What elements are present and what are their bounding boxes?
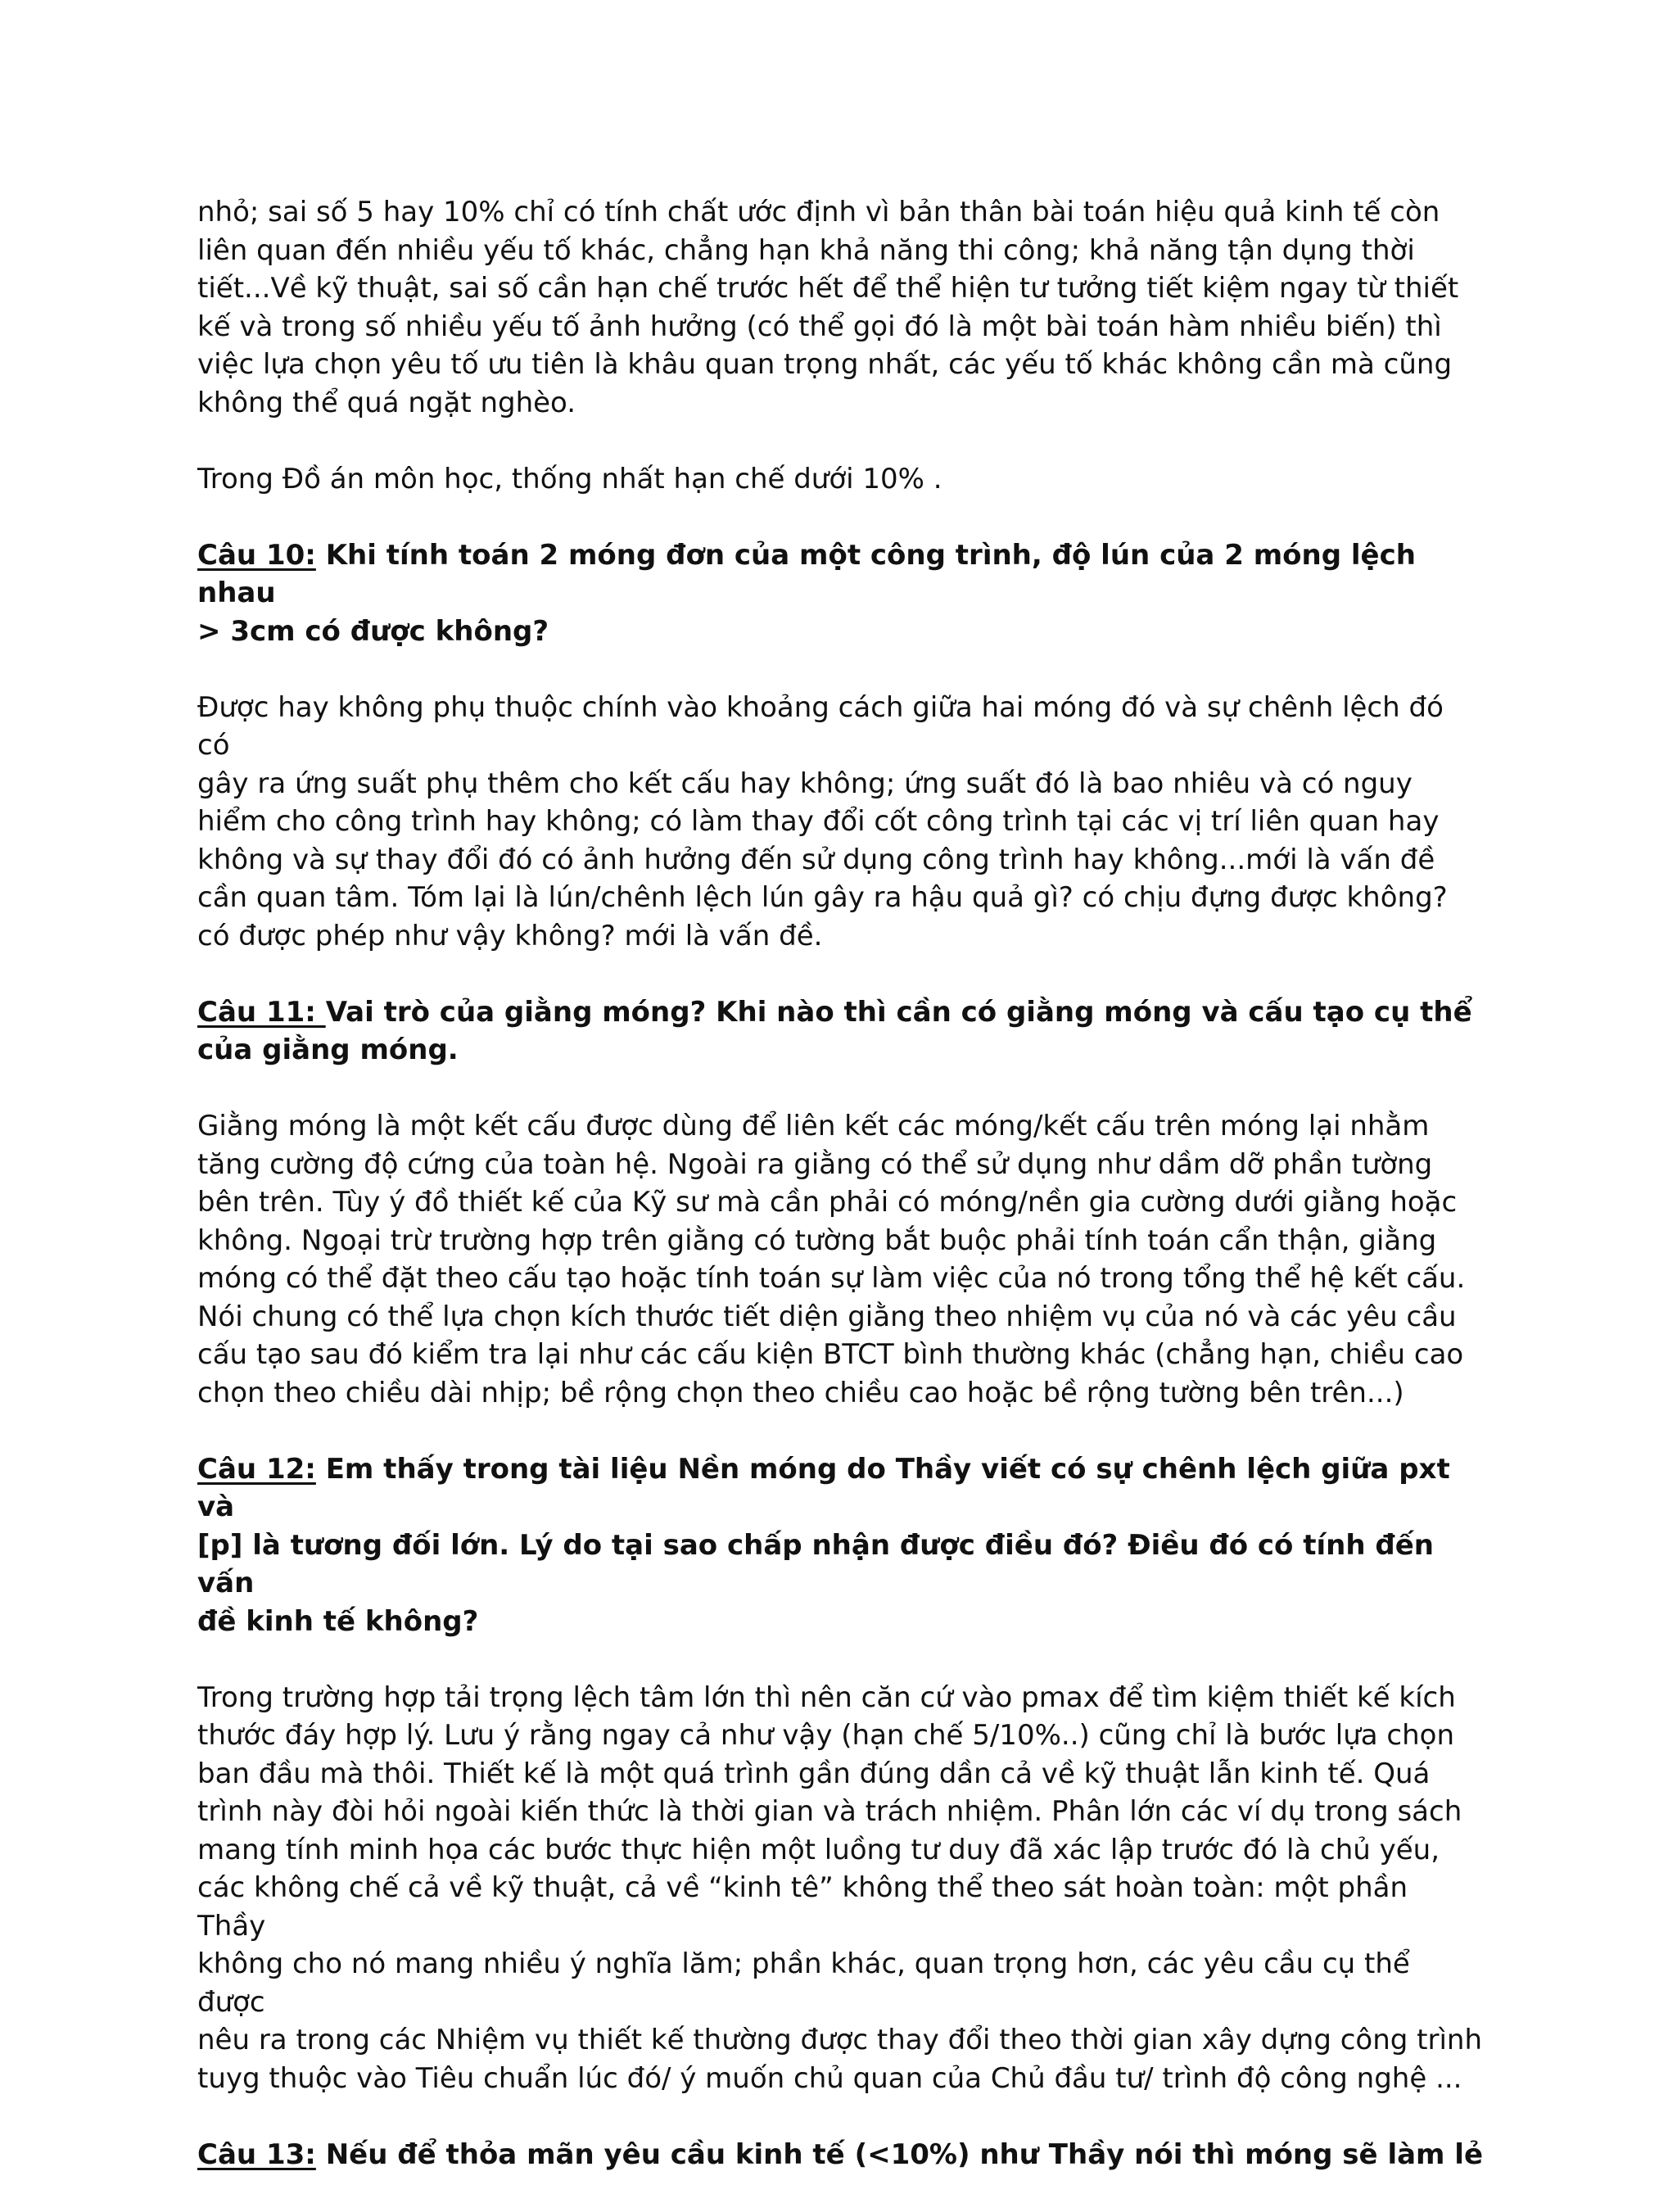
question-10-label: Câu 10: (197, 538, 316, 572)
answer-11: Giằng móng là một kết cấu được dùng để liên kết các móng/kết cấu trên móng lại nhằm tăng cường độ cứng của toàn hệ. Ngoài ra giằng có thể sử dụng như dầm dỡ phần tường bên trên. Tùy ý đồ thiết kế của Kỹ sư mà cần phải có móng/nền gia cường dưới giằng hoặc không. Ngoại trừ trường hợp trên giằng có tường bắt buộc phải tính toán cẩn thận, giằng móng có thể đặt theo cấu tạo hoặc tính toán sự làm việc của nó trong tổng thể hệ kết cấu. Nói chung có thể lựa chọn kích thước tiết diện giằng theo nhiệm vụ của nó và các yêu cầu cấu tạo sau đó kiểm tra lại như các cấu kiện BTCT bình thường khác (chẳng hạn, chiều cao chọn theo chiều dài nhịp; bề rộng chọn theo chiều cao hoặc bề rộng tường bên trên...) (197, 1110, 1466, 1409)
question-10 (197, 536, 1485, 651)
question-12-text: Em thấy trong tài liệu Nền móng do Thầy viết có sự chênh lệch giữa pxt và [p] là tương đối lớn. Lý do tại sao chấp nhận được điều đó? Điều đó có tính đến vấn đề kinh tế không? (197, 1452, 1450, 1638)
question-12-label: Câu 12: (197, 1452, 316, 1486)
question-10-text: Khi tính toán 2 móng đơn của một công trình, độ lún của 2 móng lệch nhau > 3cm có được không? (197, 538, 1416, 648)
intro-paragraph-1: nhỏ; sai số 5 hay 10% chỉ có tính chất ước định vì bản thân bài toán hiệu quả kinh tế còn liên quan đến nhiều yếu tố khác, chẳng hạn khả năng thi công; khả năng tận dụng thời tiết...Về kỹ thuật, sai số cần hạn chế trước hết để thể hiện tư tưởng tiết kiệm ngay từ thiết kế và trong số nhiều yếu tố ảnh hưởng (có thể gọi đó là một bài toán hàm nhiều biến) thì việc lựa chọn yêu tố ưu tiên là khâu quan trọng nhất, các yếu tố khác không cần mà cũng không thể quá ngặt nghèo. (197, 196, 1459, 419)
question-13-text: Nếu để thỏa mãn yêu cầu kinh tế (<10%) như Thầy nói thì móng sẽ làm lẻ (315, 2137, 1484, 2171)
question-13 (197, 2136, 1485, 2174)
answer-10: Được hay không phụ thuộc chính vào khoảng cách giữa hai móng đó và sự chênh lệch đó có gây ra ứng suất phụ thêm cho kết cấu hay không; ứng suất đó là bao nhiêu và có nguy hiểm cho công trình hay không; có làm thay đổi cốt công trình tại các vị trí liên quan hay không và sự thay đổi đó có ảnh hưởng đến sử dụng công trình hay không...mới là vấn đề cần quan tâm. Tóm lại là lún/chênh lệch lún gây ra hậu quả gì? có chịu đựng được không? có được phép như vậy không? mới là vấn đề. (197, 690, 1448, 952)
answer-12: Trong trường hợp tải trọng lệch tâm lớn thì nên căn cứ vào pmax để tìm kiệm thiết kế kích thước đáy hợp lý. Lưu ý rằng ngay cả như vậy (hạn chế 5/10%..) cũng chỉ là bước lựa chọn ban đầu mà thôi. Thiết kế là một quá trình gần đúng dần cả về kỹ thuật lẫn kinh tế. Quá trình này đòi hỏi ngoài kiến thức là thời gian và trách nhiệm. Phân lớn các ví dụ trong sách mang tính minh họa các bước thực hiện một luồng tư duy đã xác lập trước đó là chủ yếu, các không chế cả về kỹ thuật, cả về “kinh tê” không thể theo sát hoàn toàn: một phần Thầy không cho nó mang nhiều ý nghĩa lăm; phần khác, quan trọng hơn, các yêu cầu cụ thể được nêu ra trong các Nhiệm vụ thiết kế thường được thay đổi theo thời gian xây dựng công trình tuyg thuộc vào Tiêu chuẩn lúc đó/ ý muốn chủ quan của Chủ đầu tư/ trình độ công nghệ ... (197, 1680, 1483, 2095)
question-12 (197, 1450, 1485, 1641)
question-11-label: Câu 11: (197, 995, 326, 1029)
question-11 (197, 993, 1485, 1070)
question-11-text: Vai trò của giằng móng? Khi nào thì cần có giằng móng và cấu tạo cụ thể của giằng móng. (197, 995, 1472, 1066)
intro-paragraph-2: Trong Đồ án môn học, thống nhất hạn chế dưới 10% . (197, 462, 942, 495)
document-body (197, 193, 1485, 2212)
question-13-label: Câu 13: (197, 2137, 316, 2171)
